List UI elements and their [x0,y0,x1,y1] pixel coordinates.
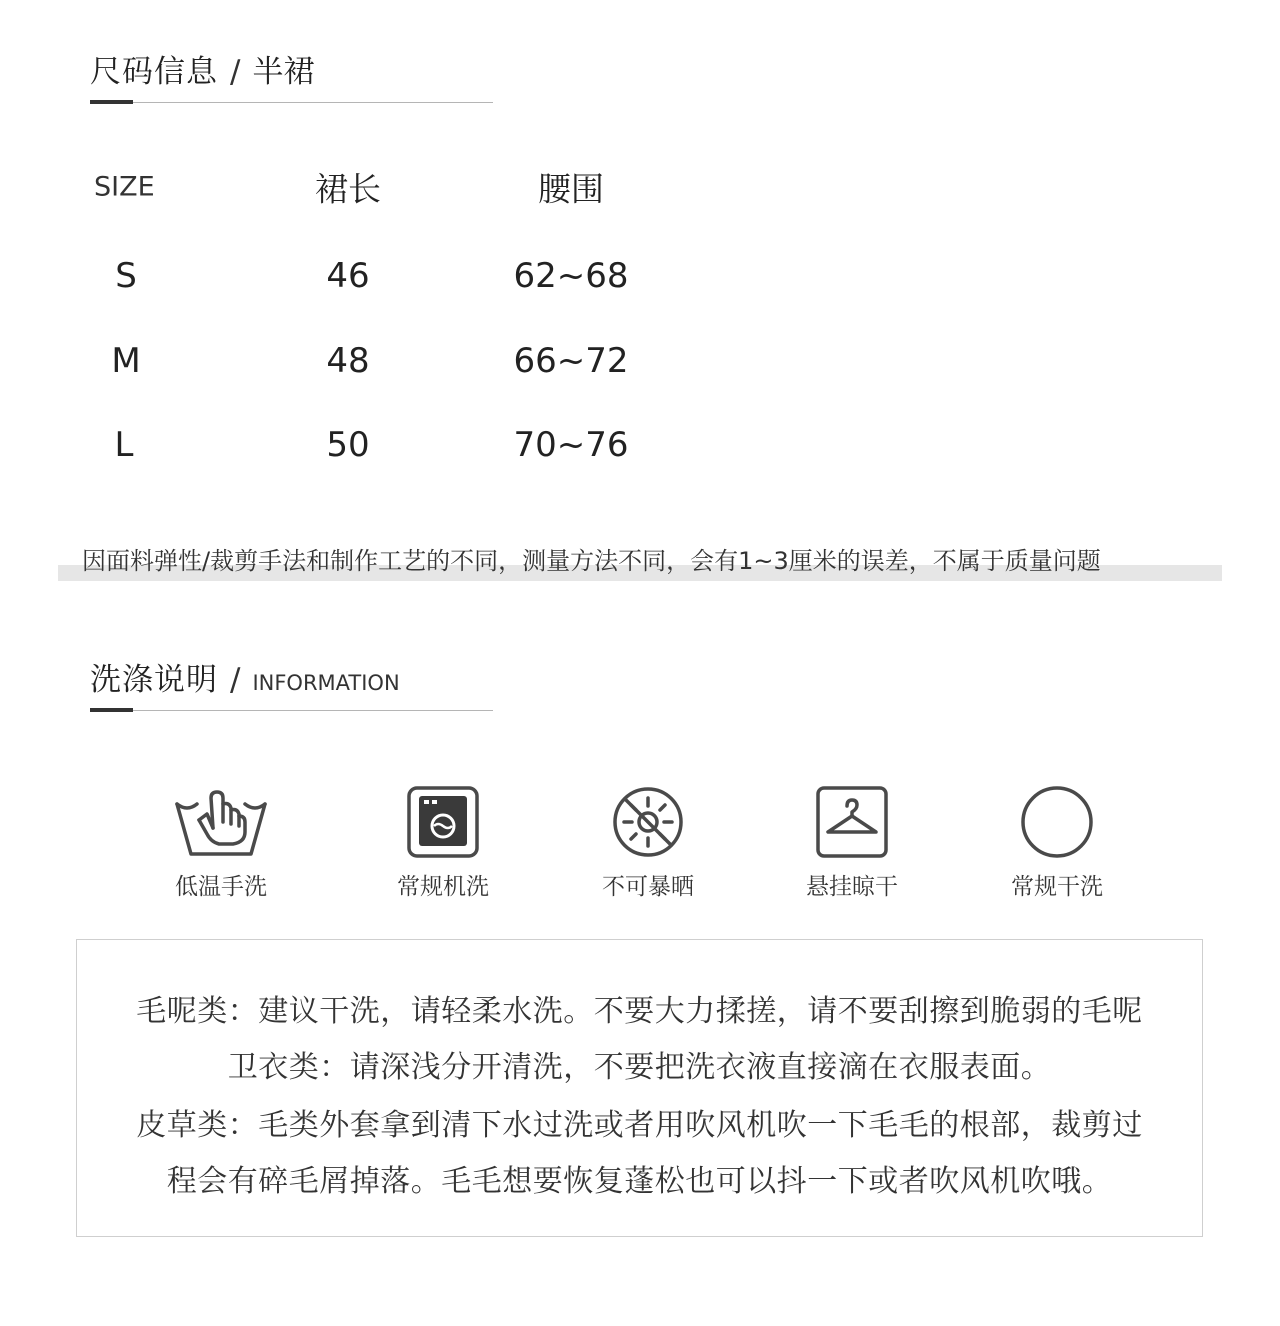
no-sun-icon [610,784,686,860]
table-cell-waist: 66~72 [513,341,629,381]
header-divider [90,710,493,711]
care-label: 常规干洗 [1011,874,1103,900]
hand-wash-icon [173,784,269,860]
dry-clean-icon [1019,784,1095,860]
table-cell-size: M [111,341,141,381]
size-table [0,0,1280,500]
wash-section-subtitle: INFORMATION [252,671,400,695]
table-header-size: SIZE [94,171,155,203]
table-header-waist: 腰围 [538,169,604,209]
washing-machine-icon [405,784,481,860]
hang-dry-icon [814,784,890,860]
care-item-dry-clean [957,784,1157,914]
table-cell-waist: 70~76 [513,425,629,465]
care-label: 常规机洗 [397,874,489,900]
care-text-line: 程会有碎毛屑掉落。毛毛想要恢复蓬松也可以抖一下或者吹风机吹哦。 [166,1164,1113,1199]
table-cell-length: 50 [326,425,370,465]
table-header-skirt-length: 裙长 [315,169,381,209]
care-label: 不可暴晒 [602,874,694,900]
table-cell-length: 46 [326,256,370,296]
header-accent-bar [90,708,133,712]
wash-section-separator: / [230,662,241,698]
care-label: 低温手洗 [175,874,267,900]
size-section-subtitle: 半裙 [252,54,315,90]
care-item-no-sun [548,784,748,914]
care-instructions-box [76,939,1203,1237]
care-item-hand-wash [121,784,321,914]
wash-section-title: 洗涤说明 [90,662,218,698]
size-section-title: 尺码信息 [90,54,218,90]
care-item-hang-dry [752,784,952,914]
size-section-separator: / [230,54,241,90]
table-cell-size: S [115,256,137,296]
measurement-note: 因面料弹性/裁剪手法和制作工艺的不同，测量方法不同，会有1~3厘米的误差，不属于质量问题 [82,547,1101,575]
care-text-line: 毛呢类：建议干洗，请轻柔水洗。不要大力揉搓，请不要刮擦到脆弱的毛呢 [136,994,1143,1029]
table-cell-size: L [114,425,134,465]
care-text-line: 卫衣类：请深浅分开清洗，不要把洗衣液直接滴在衣服表面。 [227,1050,1052,1085]
table-cell-waist: 62~68 [513,256,629,296]
table-cell-length: 48 [326,341,370,381]
care-item-machine-wash [343,784,543,914]
care-label: 悬挂晾干 [806,874,898,900]
care-text-line: 皮草类：毛类外套拿到清下水过洗或者用吹风机吹一下毛毛的根部，裁剪过 [136,1108,1143,1143]
wash-section-header [90,661,493,711]
